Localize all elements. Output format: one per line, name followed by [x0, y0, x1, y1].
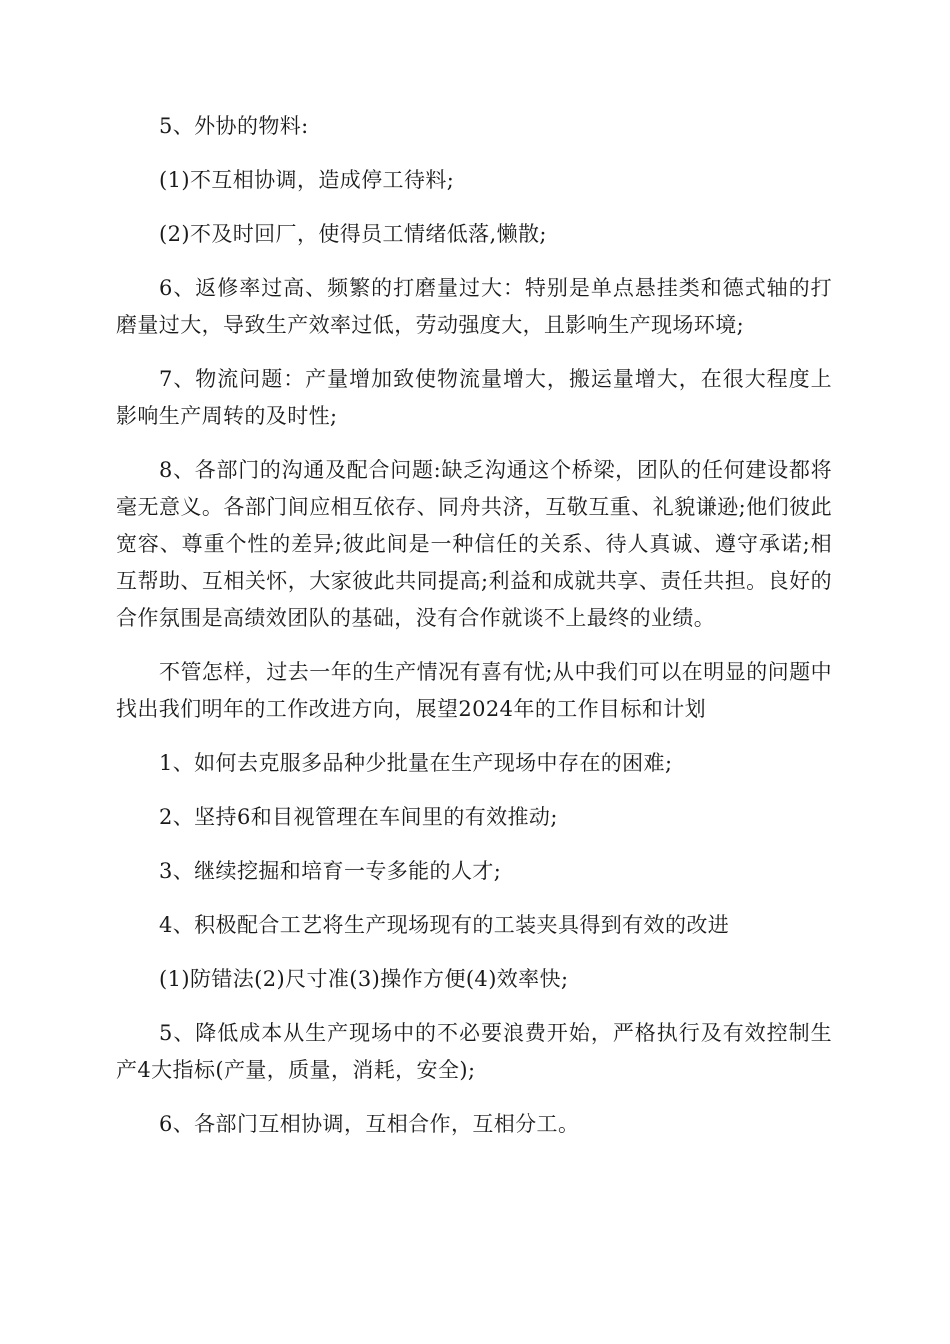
paragraph-summary: 不管怎样，过去一年的生产情况有喜有忧;从中我们可以在明显的问题中找出我们明年的工作改进方向，展望2024年的工作目标和计划: [116, 660, 832, 721]
paragraph-plan-4: 4、积极配合工艺将生产现场现有的工装夹具得到有效的改进: [159, 913, 730, 937]
paragraph-rework-rate: 6、返修率过高、频繁的打磨量过大：特别是单点悬挂类和德式轴的打磨量过大，导致生产效率过低，劳动强度大，且影响生产现场环境;: [116, 276, 832, 337]
paragraph-plan-6: 6、各部门互相协调，互相合作，互相分工。: [159, 1112, 580, 1136]
paragraph-plan-2: 2、坚持6和目视管理在车间里的有效推动;: [159, 805, 558, 829]
paragraph-outsourced-materials: 5、外协的物料:: [159, 114, 309, 138]
paragraph-communication: 8、各部门的沟通及配合问题:缺乏沟通这个桥梁，团队的任何建设都将毫无意义。各部门间应相互依存、同舟共济，互敬互重、礼貌谦逊;他们彼此宽容、尊重个性的差异;彼此间是一种信任的关系、待人真诚、遵守承诺;相互帮助、互相关怀，大家彼此共同提高;利益和成就共享、责任共担。良好的合作氛围是高绩效团队的基础，没有合作就谈不上最终的业绩。: [116, 458, 832, 630]
paragraph-plan-1: 1、如何去克服多品种少批量在生产现场中存在的困难;: [159, 751, 673, 775]
paragraph-logistics: 7、物流问题：产量增加致使物流量增大，搬运量增大，在很大程度上影响生产周转的及时性;: [116, 367, 832, 428]
paragraph-item-1-coordination: (1)不互相协调，造成停工待料;: [159, 168, 455, 192]
paragraph-plan-5: 5、降低成本从生产现场中的不必要浪费开始，严格执行及有效控制生产4大指标(产量，质量，消耗，安全);: [116, 1021, 832, 1082]
paragraph-plan-4-subitems: (1)防错法(2)尺寸准(3)操作方便(4)效率快;: [159, 967, 569, 991]
paragraph-plan-3: 3、继续挖掘和培育一专多能的人才;: [159, 859, 502, 883]
document-page: [116, 108, 832, 1143]
paragraph-item-2-return: (2)不及时回厂，使得员工情绪低落,懒散;: [159, 222, 547, 246]
